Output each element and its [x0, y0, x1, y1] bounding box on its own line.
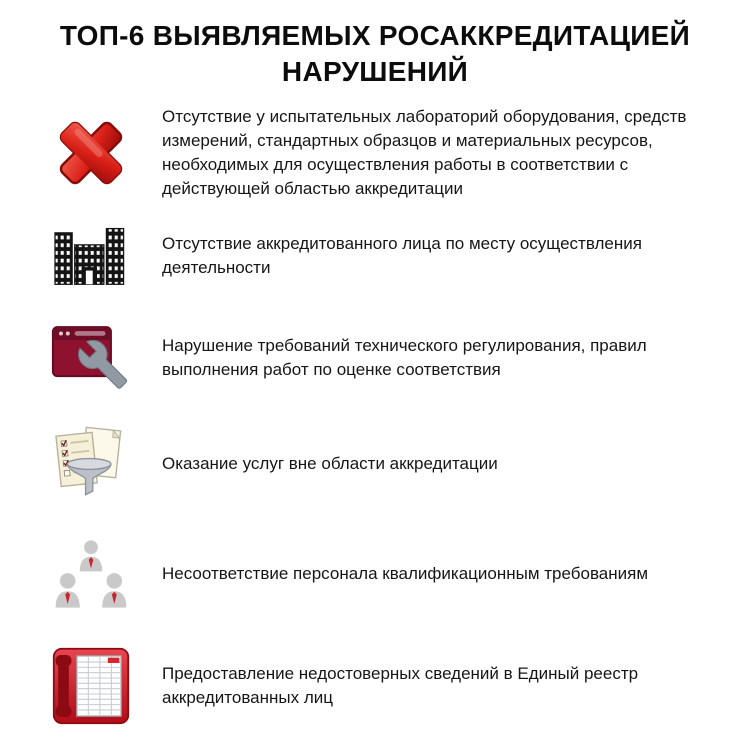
violation-text-1: Отсутствие у испытательных лабораторий оборудования, средств измерений, стандартных образцов и материальных ресурсов, необходимых для осуществления работы в соответствии с действующей областью аккредитации	[162, 106, 687, 198]
fax-machine-icon	[20, 645, 162, 727]
violation-text-4: Оказание услуг вне области аккредитации	[162, 453, 498, 473]
poster-title-line1: ТОП-6 ВЫЯВЛЯЕМЫХ РОСАККРЕДИТАЦИЕЙ	[59, 20, 691, 51]
violation-text-3: Нарушение требований технического регулирования, правил выполнения работ по оценке соответствия	[162, 335, 647, 379]
violation-text-6: Предоставление недостоверных сведений в Единый реестр аккредитованных лиц	[162, 663, 639, 707]
browser-wrench-icon	[20, 325, 162, 391]
violation-item-3	[20, 309, 730, 407]
violation-item-2	[20, 209, 730, 303]
personnel-icon	[20, 536, 162, 612]
violation-text-5: Несоответствие персонала квалификационным требованиям	[162, 563, 649, 583]
buildings-icon	[20, 226, 162, 286]
poster-title	[20, 18, 730, 91]
violation-item-6	[20, 633, 730, 739]
checklist-funnel-icon	[20, 426, 162, 502]
violation-item-1	[20, 103, 730, 203]
poster-title-line2: НАРУШЕНИЙ	[281, 56, 469, 88]
red-cross-icon	[20, 114, 162, 192]
violation-item-4	[20, 413, 730, 515]
violation-text-2: Отсутствие аккредитованного лица по месту осуществления деятельности	[162, 233, 642, 277]
violation-item-5	[20, 521, 730, 627]
